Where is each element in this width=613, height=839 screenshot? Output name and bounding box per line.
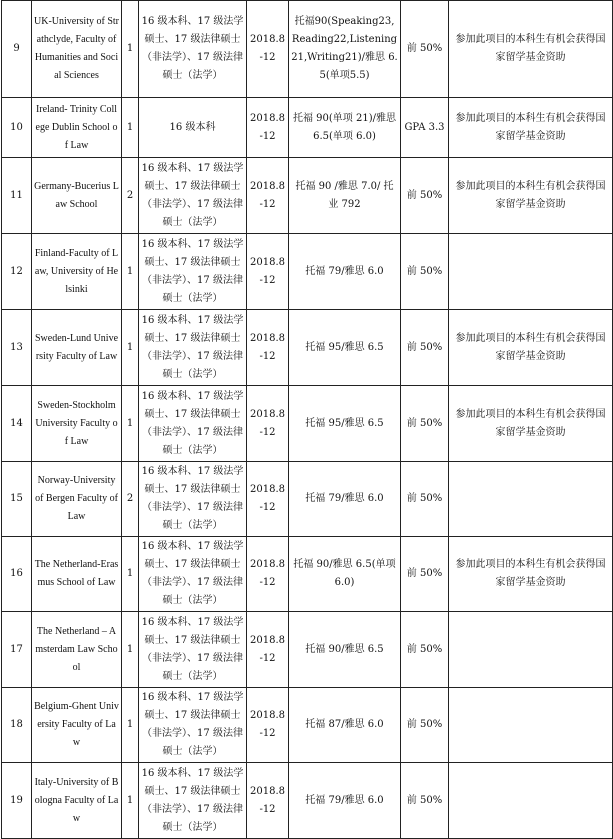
remarks: [449, 612, 613, 688]
quota-count: 1: [122, 537, 139, 612]
quota-count: 1: [122, 386, 139, 462]
row-number: 19: [2, 763, 32, 839]
quota-count: 2: [122, 462, 139, 537]
quota-count: 1: [122, 310, 139, 386]
table-row: [2, 612, 613, 688]
exchange-period: 2018.8-12: [247, 386, 289, 462]
university-name: Germany-Bucerius Law School: [32, 158, 122, 234]
table-row: [2, 386, 613, 462]
grade-requirement: 前 50%: [401, 234, 449, 310]
university-name: Belgium-Ghent University Faculty of Law: [32, 688, 122, 763]
university-name: Finland-Faculty of Law, University of Helsinki: [32, 234, 122, 310]
eligible-students: 16 级本科、17 级法学硕士、17 级法律硕士（非法学）、17 级法律硕士（法学）: [139, 310, 247, 386]
exchange-period: 2018.8-12: [247, 310, 289, 386]
language-requirement: 托福 79/雅思 6.0: [289, 234, 401, 310]
eligible-students: 16 级本科: [139, 98, 247, 158]
row-number: 16: [2, 537, 32, 612]
remarks: [449, 462, 613, 537]
language-requirement: 托福 87/雅思 6.0: [289, 688, 401, 763]
language-requirement: 托福 90/雅思 6.5(单项 6.0): [289, 537, 401, 612]
grade-requirement: 前 50%: [401, 310, 449, 386]
eligible-students: 16 级本科、17 级法学硕士、17 级法律硕士（非法学）、17 级法律硕士（法学）: [139, 234, 247, 310]
remarks: [449, 234, 613, 310]
table-row: [2, 98, 613, 158]
row-number: 11: [2, 158, 32, 234]
row-number: 15: [2, 462, 32, 537]
language-requirement: 托福 90(单项 21)/雅思 6.5(单项 6.0): [289, 98, 401, 158]
remarks: 参加此项目的本科生有机会获得国家留学基金资助: [449, 1, 613, 98]
university-name: Norway-University of Bergen Faculty of Law: [32, 462, 122, 537]
remarks: [449, 688, 613, 763]
language-requirement: 托福90(Speaking23,Reading22,Listening21,Writing21)/雅思 6.5(单项5.5): [289, 1, 401, 98]
row-number: 12: [2, 234, 32, 310]
quota-count: 1: [122, 98, 139, 158]
university-name: UK-University of Strathclyde, Faculty of Humanities and Social Sciences: [32, 1, 122, 98]
language-requirement: 托福 90/雅思 6.5: [289, 612, 401, 688]
exchange-period: 2018.8-12: [247, 537, 289, 612]
exchange-period: 2018.8-12: [247, 612, 289, 688]
exchange-period: 2018.8-12: [247, 98, 289, 158]
remarks: 参加此项目的本科生有机会获得国家留学基金资助: [449, 310, 613, 386]
grade-requirement: 前 50%: [401, 462, 449, 537]
exchange-period: 2018.8-12: [247, 234, 289, 310]
row-number: 9: [2, 1, 32, 98]
language-requirement: 托福 95/雅思 6.5: [289, 386, 401, 462]
row-number: 14: [2, 386, 32, 462]
grade-requirement: 前 50%: [401, 612, 449, 688]
eligible-students: 16 级本科、17 级法学硕士、17 级法律硕士（非法学）、17 级法律硕士（法学）: [139, 612, 247, 688]
remarks: 参加此项目的本科生有机会获得国家留学基金资助: [449, 537, 613, 612]
row-number: 18: [2, 688, 32, 763]
university-name: The Netherland – Amsterdam Law School: [32, 612, 122, 688]
eligible-students: 16 级本科、17 级法学硕士、17 级法律硕士（非法学）、17 级法律硕士（法学）: [139, 462, 247, 537]
remarks: 参加此项目的本科生有机会获得国家留学基金资助: [449, 158, 613, 234]
grade-requirement: 前 50%: [401, 1, 449, 98]
university-name: The Netherland-Erasmus School of Law: [32, 537, 122, 612]
grade-requirement: 前 50%: [401, 537, 449, 612]
grade-requirement: 前 50%: [401, 386, 449, 462]
language-requirement: 托福 79/雅思 6.0: [289, 763, 401, 839]
exchange-period: 2018.8-12: [247, 688, 289, 763]
eligible-students: 16 级本科、17 级法学硕士、17 级法律硕士（非法学）、17 级法律硕士（法学）: [139, 537, 247, 612]
exchange-period: 2018.8-12: [247, 763, 289, 839]
language-requirement: 托福 79/雅思 6.0: [289, 462, 401, 537]
table-row: [2, 462, 613, 537]
table-row: [2, 310, 613, 386]
language-requirement: 托福 95/雅思 6.5: [289, 310, 401, 386]
grade-requirement: 前 50%: [401, 688, 449, 763]
eligible-students: 16 级本科、17 级法学硕士、17 级法律硕士（非法学）、17 级法律硕士（法学）: [139, 1, 247, 98]
university-name: Sweden-Stockholm University Faculty of Law: [32, 386, 122, 462]
exchange-period: 2018.8-12: [247, 462, 289, 537]
remarks: [449, 763, 613, 839]
quota-count: 1: [122, 688, 139, 763]
table-body: [2, 1, 613, 839]
quota-count: 1: [122, 763, 139, 839]
table-row: [2, 763, 613, 839]
table-row: [2, 1, 613, 98]
table-row: [2, 158, 613, 234]
quota-count: 1: [122, 1, 139, 98]
grade-requirement: GPA 3.3: [401, 98, 449, 158]
remarks: 参加此项目的本科生有机会获得国家留学基金资助: [449, 386, 613, 462]
eligible-students: 16 级本科、17 级法学硕士、17 级法律硕士（非法学）、17 级法律硕士（法学）: [139, 158, 247, 234]
grade-requirement: 前 50%: [401, 158, 449, 234]
eligible-students: 16 级本科、17 级法学硕士、17 级法律硕士（非法学）、17 级法律硕士（法学）: [139, 763, 247, 839]
row-number: 17: [2, 612, 32, 688]
grade-requirement: 前 50%: [401, 763, 449, 839]
exchange-period: 2018.8-12: [247, 1, 289, 98]
row-number: 13: [2, 310, 32, 386]
table-row: [2, 688, 613, 763]
exchange-period: 2018.8-12: [247, 158, 289, 234]
quota-count: 1: [122, 612, 139, 688]
eligible-students: 16 级本科、17 级法学硕士、17 级法律硕士（非法学）、17 级法律硕士（法学）: [139, 386, 247, 462]
eligible-students: 16 级本科、17 级法学硕士、17 级法律硕士（非法学）、17 级法律硕士（法学）: [139, 688, 247, 763]
university-name: Sweden-Lund University Faculty of Law: [32, 310, 122, 386]
quota-count: 1: [122, 234, 139, 310]
university-name: Italy-University of Bologna Faculty of Law: [32, 763, 122, 839]
remarks: 参加此项目的本科生有机会获得国家留学基金资助: [449, 98, 613, 158]
university-name: Ireland- Trinity College Dublin School of Law: [32, 98, 122, 158]
exchange-program-table: [1, 0, 613, 839]
language-requirement: 托福 90 /雅思 7.0/ 托业 792: [289, 158, 401, 234]
table-row: [2, 537, 613, 612]
row-number: 10: [2, 98, 32, 158]
quota-count: 2: [122, 158, 139, 234]
table-row: [2, 234, 613, 310]
